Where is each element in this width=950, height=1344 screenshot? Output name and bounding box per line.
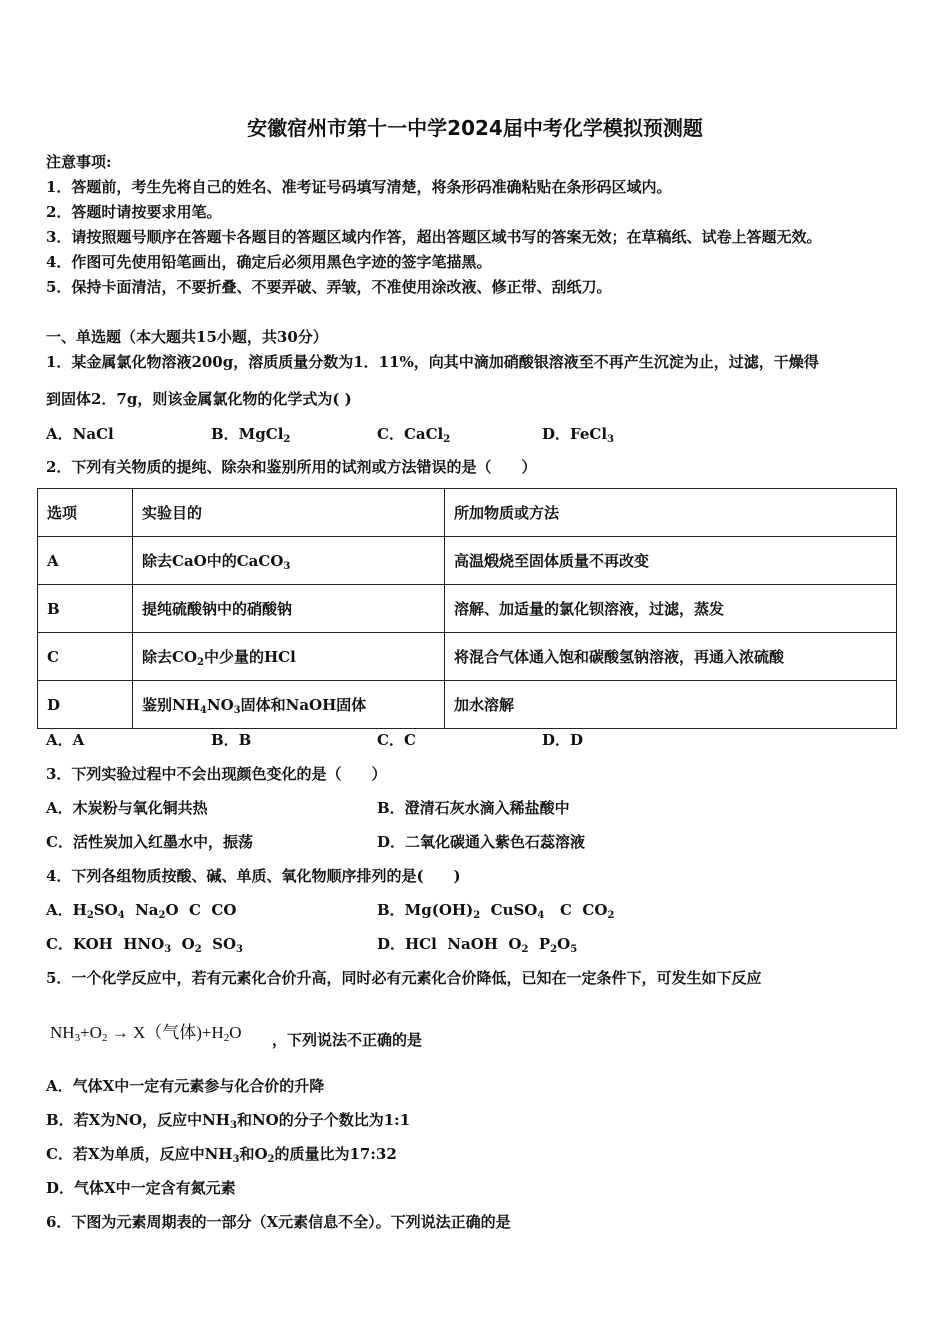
q5-option-b: B．若X为NO，反应中$NH_3$和NO的分子个数比为1:1 — [46, 1111, 411, 1131]
row-option: B — [38, 585, 133, 633]
notice-item-1: 1．答题前，考生先将自己的姓名、准考证号码填写清楚，将条形码准确粘贴在条形码区域内。 — [46, 178, 672, 196]
row-method: 溶解、加适量的氯化钡溶液，过滤，蒸发 — [445, 585, 897, 633]
q3-option-b: B．澄清石灰水滴入稀盐酸中 — [377, 799, 570, 817]
q2-table — [37, 488, 897, 729]
q1-option-c: C．CaCl$_2$ — [377, 425, 451, 445]
q5-reaction-equation: $NH_3+O_2 \to X$（气体)$+H_2O$ — [50, 1023, 242, 1044]
notice-heading: 注意事项: — [46, 153, 112, 171]
table-row — [38, 681, 897, 729]
q1-option-b: B．MgCl$_2$ — [211, 425, 291, 445]
table-row — [38, 633, 897, 681]
q3-stem: 3．下列实验过程中不会出现颜色变化的是（ ） — [46, 765, 387, 783]
q3-option-d: D．二氧化碳通入紫色石蕊溶液 — [377, 833, 586, 851]
q4-option-a: A．$H_2SO_4$ $Na_2O$ C CO — [46, 901, 237, 921]
row-purpose: 除去$CO_2$中少量的HCl — [133, 633, 445, 681]
q3-option-a: A．木炭粉与氧化铜共热 — [46, 799, 208, 817]
table-row — [38, 537, 897, 585]
row-method: 将混合气体通入饱和碳酸氢钠溶液，再通入浓硫酸 — [445, 633, 897, 681]
q4-stem: 4．下列各组物质按酸、碱、单质、氧化物顺序排列的是( ) — [46, 867, 461, 885]
table-header-row — [38, 489, 897, 537]
q5-option-c: C．若X为单质，反应中$NH_3$和$O_2$的质量比为17:32 — [46, 1145, 397, 1165]
q5-option-d: D．气体X中一定含有氮元素 — [46, 1179, 236, 1197]
row-method: 加水溶解 — [445, 681, 897, 729]
q1-option-a: A．NaCl — [46, 425, 114, 443]
notice-item-4: 4．作图可先使用铅笔画出，确定后必须用黑色字迹的签字笔描黑。 — [46, 253, 492, 271]
header-method: 所加物质或方法 — [445, 489, 897, 537]
q5-stem-tail: ，下列说法不正确的是 — [272, 1031, 423, 1049]
q3-option-c: C．活性炭加入红墨水中，振荡 — [46, 833, 253, 851]
notice-item-2: 2．答题时请按要求用笔。 — [46, 203, 222, 221]
q2-option-d: D．D — [542, 731, 584, 749]
q4-option-d: D．HCl NaOH $O_2$ $P_2O_5$ — [377, 935, 578, 955]
notice-item-3: 3．请按照题号顺序在答题卡各题目的答题区域内作答，超出答题区域书写的答案无效；在草稿纸、试卷上答题无效。 — [46, 228, 822, 246]
q1-stem-line2: 到固体2．7g，则该金属氯化物的化学式为( ) — [46, 390, 352, 408]
row-option: C — [38, 633, 133, 681]
q6-stem: 6．下图为元素周期表的一部分（X元素信息不全）。下列说法正确的是 — [46, 1213, 511, 1231]
row-purpose: 除去CaO中的CaCO$_3$ — [133, 537, 445, 585]
row-option: D — [38, 681, 133, 729]
row-method: 高温煅烧至固体质量不再改变 — [445, 537, 897, 585]
q2-option-a: A．A — [46, 731, 85, 749]
q4-option-b: B．$Mg(OH)_2$ CuSO$_4$ C $CO_2$ — [377, 901, 615, 921]
section-heading: 一、单选题（本大题共15小题，共30分） — [46, 328, 328, 346]
row-purpose: 提纯硫酸钠中的硝酸钠 — [133, 585, 445, 633]
q5-stem: 5．一个化学反应中，若有元素化合价升高，同时必有元素化合价降低，已知在一定条件下，可发生如下反应 — [46, 969, 762, 987]
q2-stem: 2．下列有关物质的提纯、除杂和鉴别所用的试剂或方法错误的是（ ） — [46, 458, 537, 476]
table-row — [38, 585, 897, 633]
q2-option-c: C．C — [377, 731, 416, 749]
q4-option-c: C．KOH $HNO_3$ $O_2$ $SO_3$ — [46, 935, 243, 955]
q1-option-d: D．FeCl$_3$ — [542, 425, 614, 445]
row-option: A — [38, 537, 133, 585]
row-purpose: 鉴别$NH_4NO_3$固体和NaOH固体 — [133, 681, 445, 729]
header-purpose: 实验目的 — [133, 489, 445, 537]
q1-stem-line1: 1．某金属氯化物溶液200g，溶质质量分数为1．11%，向其中滴加硝酸银溶液至不再产生沉淀为止，过滤，干燥得 — [46, 353, 819, 371]
header-option: 选项 — [38, 489, 133, 537]
q2-option-b: B．B — [211, 731, 252, 749]
page-title: 安徽宿州市第十一中学2024届中考化学模拟预测题 — [247, 116, 703, 140]
notice-item-5: 5．保持卡面清洁，不要折叠、不要弄破、弄皱，不准使用涂改液、修正带、刮纸刀。 — [46, 278, 612, 296]
q5-option-a: A．气体X中一定有元素参与化合价的升降 — [46, 1077, 325, 1095]
